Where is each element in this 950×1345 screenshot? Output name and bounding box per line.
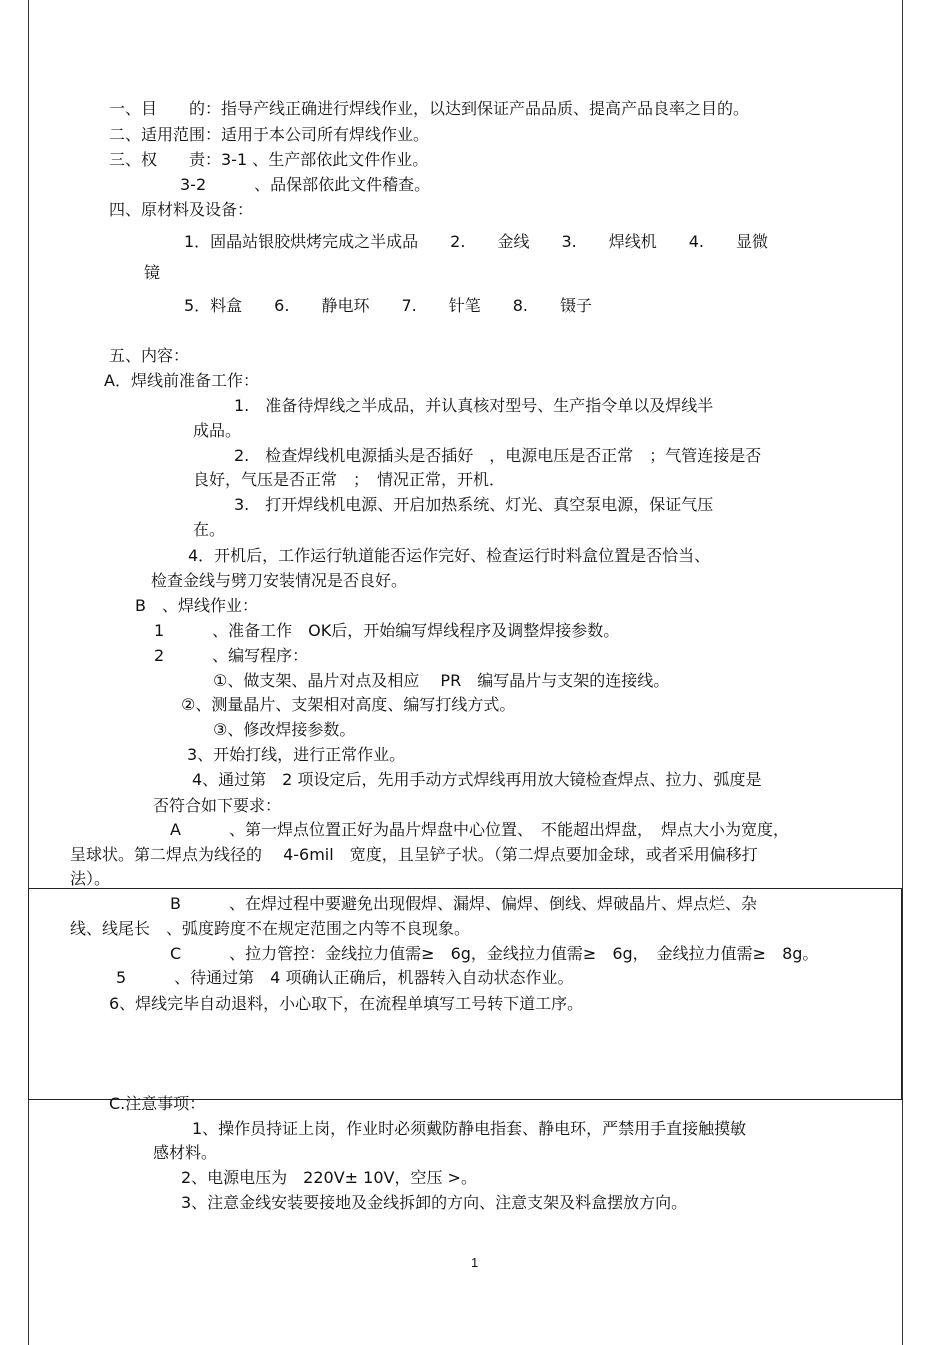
subsection-a-heading: A．焊线前准备工作： xyxy=(104,371,259,390)
program-step-1: ①、做支架、晶片对点及相应 PR 编写晶片与支架的连接线。 xyxy=(213,671,670,690)
welding-step-2: 2 、编写程序： xyxy=(154,646,309,665)
materials-line-1: 1．固晶站银胶烘烤完成之半成品 2. 金线 3. 焊线机 4. 显微 xyxy=(184,232,768,251)
welding-step-4-wrap: 否符合如下要求： xyxy=(153,796,282,815)
prep-step-3-wrap: 在。 xyxy=(193,520,226,539)
left-border-line xyxy=(28,0,29,1345)
prep-step-3: 3. 打开焊线机电源、开启加热系统、灯光、真空泵电源，保证气压 xyxy=(234,495,714,514)
requirement-c: C 、拉力管控：金线拉力值需≥ 6g，金线拉力值需≥ 6g， 金线拉力值需≥ 8g。 xyxy=(170,944,819,963)
right-border-line xyxy=(902,0,903,1345)
note-1-wrap: 感材料。 xyxy=(153,1143,218,1162)
welding-step-3: 3、开始打线，进行正常作业。 xyxy=(187,745,406,764)
prep-step-4-wrap: 检查金线与劈刀安装情况是否良好。 xyxy=(151,571,408,590)
prep-step-1-wrap: 成品。 xyxy=(193,421,242,440)
section-purpose: 一、目 的：指导产线正确进行焊线作业，以达到保证产品品质、提高产品良率之目的。 xyxy=(109,99,750,118)
subsection-b-heading: B 、焊线作业： xyxy=(135,596,258,615)
materials-line-1-wrap: 镜 xyxy=(144,263,161,282)
materials-line-2: 5．料盒 6. 静电环 7. 针笔 8. 镊子 xyxy=(184,296,592,315)
prep-step-4: 4．开机后，工作运行轨道能否运作完好、检查运行时料盒位置是否恰当、 xyxy=(188,546,711,565)
welding-step-6: 6、焊线完毕自动退料，小心取下，在流程单填写工号转下道工序。 xyxy=(109,994,584,1013)
prep-step-2: 2. 检查焊线机电源插头是否插好 ，电源电压是否正常 ；气管连接是否 xyxy=(234,446,762,465)
responsibility-item-3-2: 3-2 、品保部依此文件稽查。 xyxy=(180,175,431,194)
requirement-b: B 、在焊过程中要避免出现假焊、漏焊、偏焊、倒线、焊破晶片、焊点烂、杂 xyxy=(170,894,757,913)
welding-step-5: 5 、待通过第 4 项确认正确后，机器转入自动状态作业。 xyxy=(116,968,574,987)
subsection-c-heading: C.注意事项： xyxy=(109,1094,206,1113)
section-scope: 二、适用范围：适用于本公司所有焊线作业。 xyxy=(109,125,430,144)
program-step-3: ③、修改焊接参数。 xyxy=(213,720,356,739)
note-2: 2、电源电压为 220V± 10V，空压 >。 xyxy=(181,1168,477,1187)
page-number: 1 xyxy=(471,1255,479,1270)
welding-step-4: 4、通过第 2 项设定后，先用手动方式焊线再用放大镜检查焊点、拉力、弧度是 xyxy=(192,770,762,789)
requirement-b-wrap: 线、线尾长 、弧度跨度不在规定范围之内等不良现象。 xyxy=(70,919,471,938)
program-step-2: ②、测量晶片、支架相对高度、编写打线方式。 xyxy=(181,695,516,714)
welding-step-1: 1 、准备工作 OK后，开始编写焊线程序及调整焊接参数。 xyxy=(154,621,620,640)
section-materials: 四、原材料及设备： xyxy=(109,200,254,219)
note-3: 3、注意金线安装要接地及金线拆卸的方向、注意支架及料盒摆放方向。 xyxy=(181,1193,688,1212)
note-1: 1、操作员持证上岗，作业时必须戴防静电指套、静电环，严禁用手直接触摸敏 xyxy=(192,1119,747,1138)
prep-step-1: 1. 准备待焊线之半成品，并认真核对型号、生产指令单以及焊线半 xyxy=(234,396,714,415)
prep-step-2-wrap: 良好，气压是否正常 ； 情况正常，开机． xyxy=(193,470,506,489)
requirement-a: A 、第一焊点位置正好为晶片焊盘中心位置、 不能超出焊盘， 焊点大小为宽度， xyxy=(170,820,789,839)
requirement-a-wrap-2: 法）。 xyxy=(70,869,111,888)
requirement-a-wrap-1: 呈球状。第二焊点为线径的 4-6mil 宽度，且呈铲子状。（第二焊点要加金球，或者采用偏移打 xyxy=(70,845,758,864)
section-responsibility: 三、权 责：3-1 、生产部依此文件作业。 xyxy=(109,150,429,169)
section-content: 五、内容： xyxy=(109,346,190,365)
